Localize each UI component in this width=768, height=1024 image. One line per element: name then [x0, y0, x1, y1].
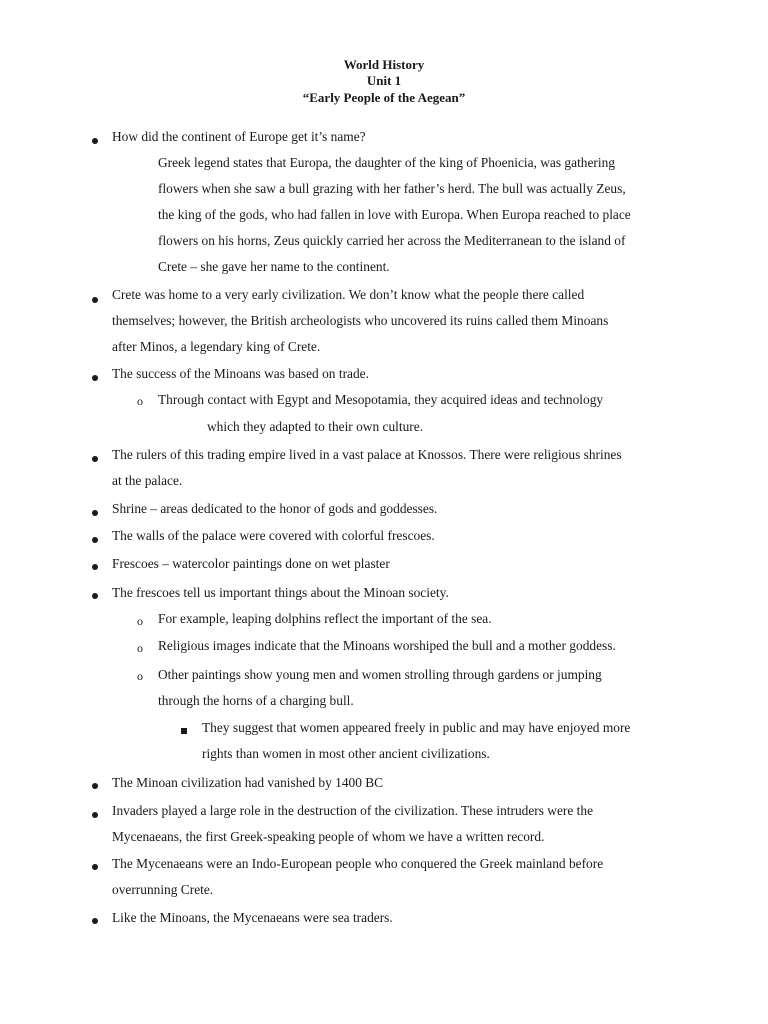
bullet-text: The frescoes tell us important things about the Minoan society. — [112, 585, 449, 600]
doc-title-topic: “Early People of the Aegean” — [302, 90, 466, 105]
paragraph-line: the king of the gods, who had fallen in love with Europa. When Europa reached to place — [158, 207, 631, 222]
sub-bullet-marker: o — [137, 614, 143, 628]
bullet-text: themselves; however, the British archeologists who uncovered its ruins called them Minoans — [112, 313, 609, 328]
bullet-text: Invaders played a large role in the destruction of the civilization. These intruders were the — [112, 803, 594, 818]
bullet-icon — [92, 558, 98, 574]
question-line: How did the continent of Europe get it’s name? — [112, 129, 366, 144]
bullet-text: Mycenaeans, the first Greek-speaking people of whom we have a written record. — [112, 829, 545, 844]
sub-sub-bullet-text: They suggest that women appeared freely in public and may have enjoyed more — [202, 720, 631, 735]
bullet-icon — [92, 587, 98, 603]
bullet-icon — [92, 369, 98, 385]
bullet-icon — [92, 450, 98, 466]
bullet-icon — [92, 132, 98, 148]
sub-bullet-text: Through contact with Egypt and Mesopotamia, they acquired ideas and technology — [158, 392, 604, 407]
sub-bullet-text: through the horns of a charging bull. — [158, 693, 354, 708]
bullet-text: Like the Minoans, the Mycenaeans were sea traders. — [112, 910, 393, 925]
paragraph-line: flowers when she saw a bull grazing with her father’s herd. The bull was actually Zeus, — [158, 181, 626, 196]
sub-bullet-marker: o — [137, 669, 143, 683]
bullet-icon — [92, 912, 98, 928]
square-bullet-icon — [181, 722, 187, 738]
bullet-text: The walls of the palace were covered with colorful frescoes. — [112, 528, 435, 543]
bullet-text: The success of the Minoans was based on trade. — [112, 366, 369, 381]
bullet-text: overrunning Crete. — [112, 882, 214, 897]
bullet-icon — [92, 777, 98, 793]
paragraph-line: Greek legend states that Europa, the daughter of the king of Phoenicia, was gathering — [158, 155, 615, 170]
bullet-icon — [92, 858, 98, 874]
bullet-text: The Mycenaeans were an Indo-European people who conquered the Greek mainland before — [112, 856, 604, 871]
sub-bullet-marker: o — [137, 394, 143, 408]
bullet-text: The Minoan civilization had vanished by 1400 BC — [112, 775, 384, 790]
sub-bullet-marker: o — [137, 641, 143, 655]
sub-sub-bullet-text: rights than women in most other ancient civilizations. — [202, 746, 490, 761]
paragraph-line: flowers on his horns, Zeus quickly carried her across the Mediterranean to the island of — [158, 233, 626, 248]
bullet-icon — [92, 291, 98, 307]
paragraph-line: Crete – she gave her name to the continent. — [158, 259, 390, 274]
bullet-icon — [92, 531, 98, 547]
bullet-text: Shrine – areas dedicated to the honor of gods and goddesses. — [112, 501, 438, 516]
bullet-text: after Minos, a legendary king of Crete. — [112, 339, 321, 354]
bullet-text: The rulers of this trading empire lived in a vast palace at Knossos. There were religious shrines — [112, 447, 622, 462]
doc-title-course: World History — [343, 57, 425, 72]
sub-bullet-text: Religious images indicate that the Minoans worshiped the bull and a mother goddess. — [158, 638, 616, 653]
sub-bullet-text: For example, leaping dolphins reflect the important of the sea. — [158, 611, 492, 626]
bullet-icon — [92, 806, 98, 822]
sub-bullet-text: Other paintings show young men and women strolling through gardens or jumping — [158, 667, 602, 682]
bullet-text: Crete was home to a very early civilization. We don’t know what the people there called — [112, 287, 585, 302]
bullet-icon — [92, 504, 98, 520]
bullet-text: Frescoes – watercolor paintings done on wet plaster — [112, 556, 390, 571]
sub-bullet-text: which they adapted to their own culture. — [207, 419, 424, 434]
doc-title-unit: Unit 1 — [366, 73, 402, 88]
bullet-text: at the palace. — [112, 473, 183, 488]
